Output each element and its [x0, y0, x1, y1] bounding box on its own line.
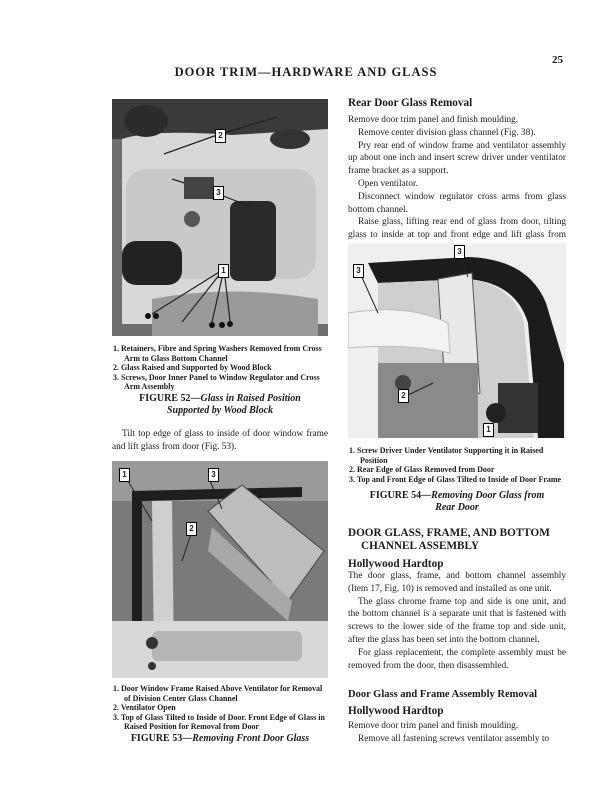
- rear-door-glass-illustration: [348, 243, 566, 438]
- section-heading: DOOR GLASS, FRAME, AND BOTTOM CHANNEL ASSEMBLY: [348, 527, 550, 552]
- caption-title: Removing Door Glass from: [431, 490, 545, 501]
- callout-3: 3: [353, 264, 364, 278]
- removal-text: Remove door trim panel and finish moulding. Remove all fastening screws ventilator assembly to: [348, 721, 550, 744]
- legend-item: 1. Screw Driver Under Ventilator Supporting it in Raised Position: [349, 446, 544, 465]
- legend-item: 3. Top and Front Edge of Glass Tilted to Inside of Door Frame: [349, 474, 562, 484]
- figure-54-caption: [348, 490, 566, 514]
- section-subheading: Hollywood Hardtop: [348, 558, 444, 570]
- front-door-glass-illustration: [112, 461, 328, 678]
- page-title: DOOR TRIM—HARDWARE AND GLASS: [174, 65, 438, 79]
- caption-title: Glass in Raised Position: [200, 393, 301, 404]
- rear-removal-text: Remove door trim panel and finish moulding. Remove center division glass channel (Fig. 38). Pry rear end of window frame and ventilator assembly up about one inch and insert screw driver under ventilator frame bracket as a support. Open ventilator. Disconnect window regulator cross arms from glass bottom channel. Raise glass, lifting rear end of glass from door, tilting glass to inside at top and front edge and lift glass from: [348, 115, 566, 241]
- figure-53-caption: [112, 733, 328, 745]
- caption-prefix: FIGURE 54—: [369, 490, 432, 501]
- callout-3: 3: [213, 186, 224, 200]
- figure-52-legend: [113, 344, 327, 392]
- legend-item: 1. Retainers, Fibre and Spring Washers Removed from Cross Arm to Glass Bottom Channel: [113, 344, 322, 363]
- legend-item: 2. Rear Edge of Glass Removed from Door: [349, 465, 495, 474]
- legend-item: 3. Screws, Door Inner Panel to Window Regulator and Cross Arm Assembly: [113, 372, 320, 391]
- figure-54-legend: [349, 446, 565, 484]
- page-number: 25: [552, 54, 563, 66]
- callout-1: 1: [218, 264, 229, 278]
- callout-3: 3: [454, 245, 465, 259]
- caption-prefix: FIGURE 52—: [139, 393, 201, 404]
- left-paragraph: Tilt top edge of glass to inside of door window frame and lift glass from door (Fig. 53).: [112, 429, 328, 452]
- caption-title: Rear Door: [435, 502, 479, 513]
- caption-prefix: FIGURE 53—: [130, 733, 193, 744]
- figure-54-photo: [348, 243, 566, 438]
- legend-item: 2. Ventilator Open: [113, 703, 176, 712]
- figure-53-legend: [113, 684, 327, 732]
- caption-title: Supported by Wood Block: [166, 405, 274, 416]
- rear-removal-heading: Rear Door Glass Removal: [348, 97, 473, 109]
- legend-item: 2. Glass Raised and Supported by Wood Block: [113, 363, 272, 372]
- callout-2: 2: [186, 522, 197, 536]
- removal-heading: Door Glass and Frame Assembly Removal: [348, 689, 538, 700]
- callout-2: 2: [215, 129, 226, 143]
- caption-title: Removing Front Door Glass: [192, 733, 310, 744]
- legend-item: 1. Door Window Frame Raised Above Ventilator for Removal of Division Center Glass Channel: [113, 684, 323, 703]
- removal-subheading: Hollywood Hardtop: [348, 705, 444, 717]
- figure-52-caption: [112, 393, 328, 417]
- callout-1: 1: [119, 468, 130, 482]
- legend-item: 3. Top of Glass Tilted to Inside of Door. Front Edge of Glass in Raised Position for Removal from Door: [113, 712, 325, 731]
- callout-2: 2: [398, 389, 409, 403]
- figure-52-photo: [112, 99, 328, 336]
- callout-1: 1: [483, 423, 494, 437]
- callout-3: 3: [208, 468, 219, 482]
- figure-53-photo: [112, 461, 328, 678]
- section-text: The door glass, frame, and bottom channel assembly (Item 17, Fig. 10) is removed and installed as one unit. The glass chrome frame top and side is one unit, and the bottom channel is a separate unit that is fastened with screws to the lower side of the frame top and side unit, after the glass has been set into the bottom channel. For glass replacement, the complete assembly must be removed from the door, then disassembled.: [348, 571, 566, 671]
